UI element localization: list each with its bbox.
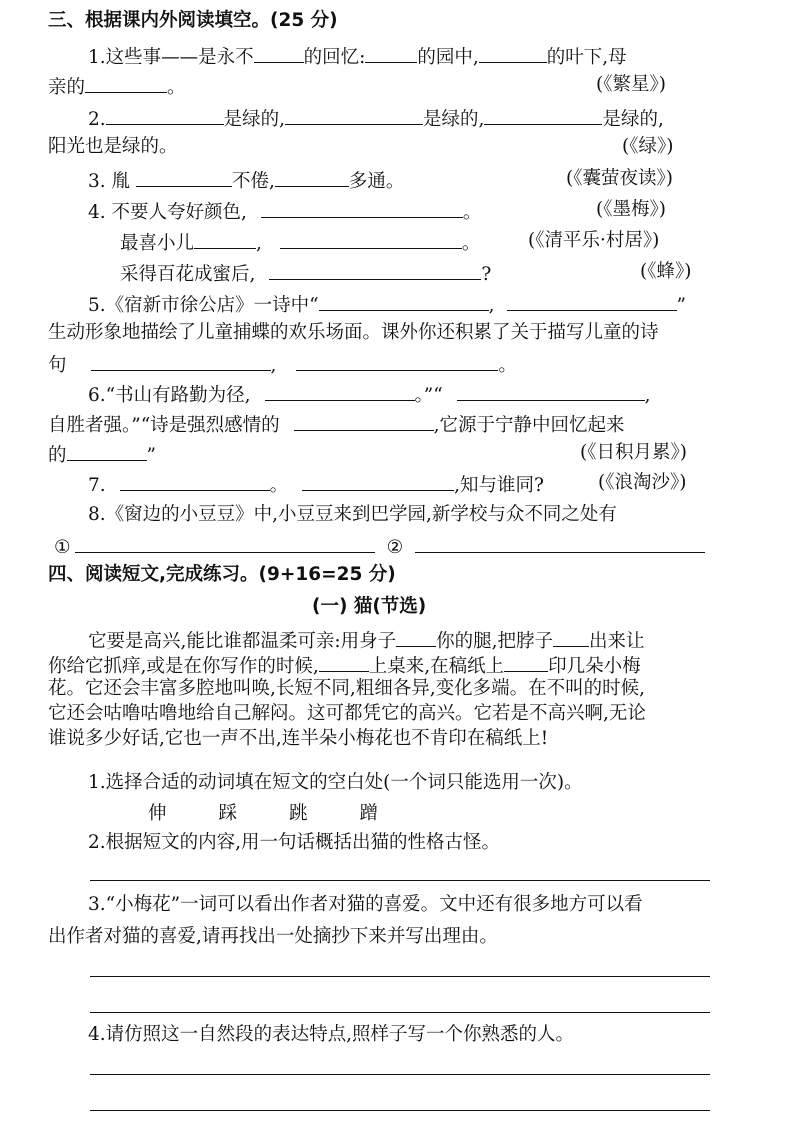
q7-text-c: ,知与谁同? bbox=[454, 475, 544, 496]
passage-blank-3[interactable] bbox=[319, 651, 369, 672]
q6-blank-3[interactable] bbox=[294, 410, 434, 431]
verb-option: 踩 bbox=[218, 803, 238, 824]
q1-text-f: 。 bbox=[167, 77, 186, 98]
q2-text-c: 是绿的, bbox=[423, 109, 485, 130]
q1-text-c: 的园中, bbox=[417, 47, 479, 68]
q2-line2: 阳光也是绿的。 bbox=[48, 136, 178, 157]
s4-q2: 2.根据短文的内容,用一句话概括出猫的性格古怪。 bbox=[88, 832, 501, 853]
s4-q3-line1: 3.“小梅花”一词可以看出作者对猫的喜爱。文中还有很多地方可以看 bbox=[88, 894, 643, 915]
passage-line-4: 它还会咕噜咕噜地给自己解闷。这可都凭它的高兴。它若是不高兴啊,无论 bbox=[48, 703, 646, 724]
q5-blank-4[interactable] bbox=[296, 350, 498, 371]
q1-text-a: 1.这些事——是永不 bbox=[88, 47, 254, 68]
q4-text-a: 4. 不要人夸好颜色, bbox=[88, 202, 247, 223]
q1-blank-2[interactable] bbox=[365, 42, 417, 63]
q3-text-a: 3. 胤 bbox=[88, 171, 131, 192]
q2-text-d: 是绿的, bbox=[602, 109, 664, 130]
verb-options bbox=[148, 799, 378, 825]
q7-source: (《浪淘沙》) bbox=[598, 472, 687, 493]
passage-text-2c: 印几朵小梅 bbox=[548, 656, 641, 677]
q5-text-a: 5.《宿新市徐公店》一诗中“ bbox=[88, 295, 319, 316]
q6-text-e: ,它源于宁静中回忆起来 bbox=[433, 415, 625, 436]
q8-line1: 8.《窗边的小豆豆》中,小豆豆来到巴学园,新学校与众不同之处有 bbox=[88, 504, 617, 525]
q4-text-c: 采得百花成蜜后, bbox=[120, 264, 256, 285]
q5-text-b: , bbox=[488, 295, 495, 316]
passage-text-2b: 上桌来,在稿纸上 bbox=[368, 656, 505, 677]
q3-line bbox=[88, 166, 404, 195]
passage-blank-1[interactable] bbox=[396, 626, 436, 647]
q4-text-a-end: 。 bbox=[462, 202, 482, 223]
q1-blank-4[interactable] bbox=[85, 72, 167, 93]
q5-blank-3[interactable] bbox=[91, 350, 271, 371]
q8-blank-2[interactable] bbox=[415, 532, 705, 553]
q6-line3 bbox=[48, 440, 156, 469]
q2-blank-3[interactable] bbox=[484, 104, 602, 125]
q6-blank-2[interactable] bbox=[457, 380, 645, 401]
section-4-title: 四、阅读短文,完成练习。(9+16=25 分) bbox=[48, 564, 396, 585]
q4-blank-4[interactable] bbox=[269, 259, 481, 280]
q6-blank-1[interactable] bbox=[265, 380, 415, 401]
q5-blank-2[interactable] bbox=[507, 290, 677, 311]
q2-blank-2[interactable] bbox=[285, 104, 423, 125]
q4-blank-1[interactable] bbox=[261, 197, 463, 218]
passage-text-1b: 你的腿,把脖子 bbox=[436, 631, 554, 652]
q1-text-d: 的叶下,母 bbox=[546, 47, 627, 68]
verb-option: 伸 bbox=[148, 803, 167, 824]
q4-source-2: (《清平乐·村居》) bbox=[528, 230, 660, 251]
q6-text-c: , bbox=[644, 385, 651, 406]
s4-q4-answer-line-2[interactable] bbox=[90, 1110, 710, 1111]
q3-source: (《囊萤夜读》) bbox=[566, 168, 673, 189]
verb-option: 蹭 bbox=[359, 803, 379, 824]
q5-line3 bbox=[48, 350, 517, 379]
q5-text-c: ” bbox=[676, 295, 686, 316]
q7-text-a: 7. bbox=[88, 475, 106, 496]
q4-source-1: (《墨梅》) bbox=[596, 199, 666, 220]
s4-q2-answer-line[interactable] bbox=[90, 880, 710, 881]
verb-option: 跳 bbox=[289, 803, 308, 824]
q7-blank-1[interactable] bbox=[120, 470, 270, 491]
q2-blank-1[interactable] bbox=[106, 104, 224, 125]
q8-line2 bbox=[54, 532, 705, 561]
q4-text-c-end: ? bbox=[481, 264, 492, 285]
s4-q1: 1.选择合适的动词填在短文的空白处(一个词只能选用一次)。 bbox=[88, 772, 583, 793]
q2-text-a: 2. bbox=[88, 109, 106, 130]
q5-line1 bbox=[88, 290, 686, 319]
passage-text-1a: 它要是高兴,能比谁都温柔可亲:用身子 bbox=[88, 631, 397, 652]
passage-blank-4[interactable] bbox=[504, 651, 548, 672]
q2-line1 bbox=[88, 104, 664, 133]
q6-source: (《日积月累》) bbox=[580, 442, 687, 463]
passage-line-3: 花。它还会丰富多腔地叫唤,长短不同,粗细各异,变化多端。在不叫的时候, bbox=[48, 678, 646, 699]
q1-blank-1[interactable] bbox=[254, 42, 304, 63]
s4-q3-line2: 出作者对猫的喜爱,请再找出一处摘抄下来并写出理由。 bbox=[48, 926, 498, 947]
section-3-title: 三、根据课内外阅读填空。(25 分) bbox=[48, 10, 338, 31]
q4-text-b-end: 。 bbox=[461, 233, 481, 254]
s4-q3-answer-line-2[interactable] bbox=[90, 1012, 710, 1013]
q4-text-b: 最喜小儿 bbox=[120, 233, 195, 254]
q1-text-e: 亲的 bbox=[48, 77, 86, 98]
q8-marker-2: ② bbox=[386, 537, 404, 558]
q3-blank-1[interactable] bbox=[136, 166, 232, 187]
s4-q3-answer-line-1[interactable] bbox=[90, 976, 710, 977]
passage-line-5: 谁说多少好话,它也一声不出,连半朵小梅花也不肯印在稿纸上! bbox=[48, 728, 549, 749]
q4-line1 bbox=[88, 197, 481, 226]
q6-line2 bbox=[48, 410, 625, 439]
passage-text-2a: 你给它抓痒,或是在你写作的时候, bbox=[48, 656, 319, 677]
q7-blank-2[interactable] bbox=[302, 470, 454, 491]
q2-text-b: 是绿的, bbox=[223, 109, 286, 130]
q2-source: (《绿》) bbox=[622, 136, 674, 157]
passage-title: (一) 猫(节选) bbox=[312, 596, 427, 617]
passage-text-1c: 出来让 bbox=[589, 631, 645, 652]
q5-line2: 生动形象地描绘了儿童捕蝶的欢乐场面。课外你还积累了关于描写儿童的诗 bbox=[48, 322, 659, 343]
q8-blank-1[interactable] bbox=[75, 532, 375, 553]
q3-text-b: 不倦, bbox=[231, 171, 275, 192]
passage-blank-2[interactable] bbox=[553, 626, 589, 647]
q3-text-c: 多通。 bbox=[348, 171, 405, 192]
q5-text-g: 。 bbox=[498, 355, 517, 376]
q6-text-f: 的 bbox=[48, 445, 67, 466]
q3-blank-2[interactable] bbox=[275, 166, 349, 187]
q1-blank-3[interactable] bbox=[479, 42, 547, 63]
s4-q4: 4.请仿照这一自然段的表达特点,照样子写一个你熟悉的人。 bbox=[88, 1024, 575, 1045]
q6-blank-4[interactable] bbox=[67, 440, 147, 461]
q6-text-g: ” bbox=[146, 445, 156, 466]
q6-text-d: 自胜者强。”“诗是强烈感情的 bbox=[48, 415, 280, 436]
q1-line2 bbox=[48, 72, 186, 101]
q4-source-3: (《蜂》) bbox=[640, 261, 692, 282]
q7-text-b: 。 bbox=[269, 475, 289, 496]
s4-q4-answer-line-1[interactable] bbox=[90, 1074, 710, 1075]
q5-text-f: , bbox=[270, 355, 277, 376]
q8-marker-1: ① bbox=[54, 537, 71, 558]
q1-line1 bbox=[88, 42, 627, 71]
q6-text-b: 。”“ bbox=[414, 385, 443, 406]
q4-line2 bbox=[120, 228, 480, 257]
q1-source: (《繁星》) bbox=[596, 74, 666, 95]
q4-blank-3[interactable] bbox=[280, 228, 462, 249]
q4-line3 bbox=[120, 259, 491, 288]
q1-text-b: 的回忆: bbox=[303, 47, 366, 68]
q7-line bbox=[88, 470, 544, 499]
q4-text-b-mid: , bbox=[256, 233, 262, 254]
q5-text-e: 句 bbox=[48, 355, 67, 376]
q4-blank-2[interactable] bbox=[194, 228, 256, 249]
q6-line1 bbox=[88, 380, 651, 409]
q6-text-a: 6.“书山有路勤为径, bbox=[88, 385, 251, 406]
q5-blank-1[interactable] bbox=[319, 290, 489, 311]
